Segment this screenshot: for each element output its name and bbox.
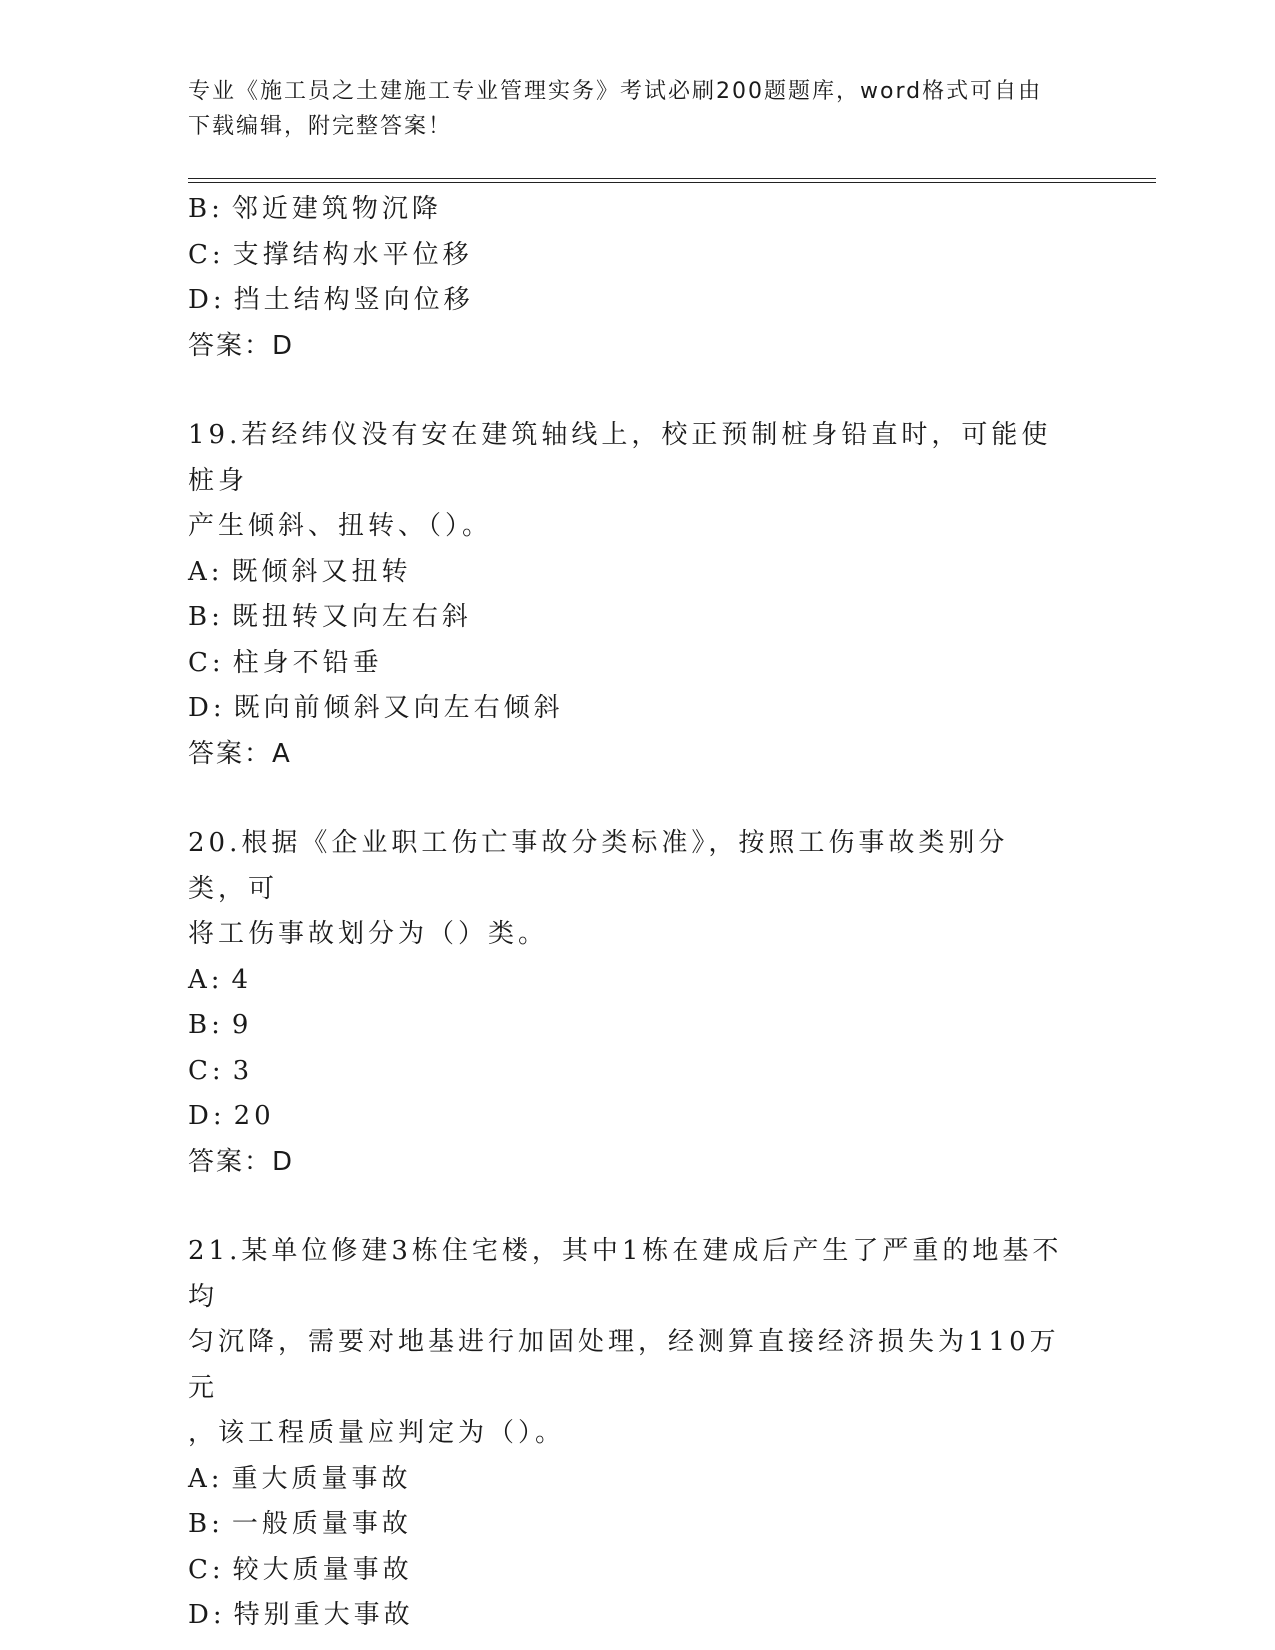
stem-line: 匀沉降，需要对地基进行加固处理，经测算直接经济损失为110万元 (188, 1327, 1060, 1403)
document-header (188, 74, 1068, 144)
question-list (188, 187, 1088, 1639)
option-key: C: (188, 647, 225, 678)
option-b (188, 595, 1088, 641)
question-20 (188, 821, 1088, 1185)
option-key: A: (188, 556, 224, 587)
option-key: B: (188, 194, 224, 224)
option-text: 既向前倾斜又向左右倾斜 (233, 693, 564, 723)
question-stem (188, 413, 1068, 550)
option-c (188, 233, 1088, 279)
option-key: B: (188, 1509, 224, 1539)
option-text: 既扭转又向左右斜 (231, 602, 472, 632)
stem-line: 将工伤事故划分为（）类。 (188, 919, 549, 949)
option-b (188, 1003, 1088, 1049)
option-key: A: (188, 964, 224, 995)
option-key: C: (188, 239, 225, 270)
option-b (188, 1502, 1088, 1548)
option-key: D: (188, 285, 226, 315)
option-key: A: (188, 1463, 224, 1494)
option-key: D: (188, 693, 226, 723)
option-key: C: (188, 1055, 225, 1086)
question-stem (188, 821, 1068, 958)
option-d (188, 1593, 1088, 1639)
option-a (188, 958, 1088, 1004)
option-key: B: (188, 1010, 224, 1040)
spacer (188, 369, 1088, 413)
question-18-tail (188, 187, 1088, 369)
option-text: 柱身不铅垂 (232, 647, 383, 678)
option-c (188, 641, 1088, 687)
answer-line: 答案：D (188, 1146, 295, 1177)
answer-line: 答案：A (188, 738, 292, 769)
option-text: 邻近建筑物沉降 (231, 194, 442, 224)
option-text: 挡土结构竖向位移 (233, 285, 474, 315)
option-key: C: (188, 1554, 225, 1585)
option-text: 20 (233, 1101, 275, 1131)
option-text: 特别重大事故 (233, 1600, 414, 1630)
option-key: D: (188, 1101, 226, 1131)
answer-line: 答案：D (188, 330, 295, 361)
stem-line: 20.根据《企业职工伤亡事故分类标准》，按照工伤事故类别分类，可 (188, 828, 1009, 904)
option-text: 3 (232, 1055, 254, 1086)
header-line-1: 专业《施工员之土建施工专业管理实务》考试必刷200题题库，word格式可自由 (188, 79, 1043, 104)
option-a (188, 1457, 1088, 1503)
option-b (188, 187, 1088, 233)
option-d (188, 1094, 1088, 1140)
option-text: 4 (231, 964, 253, 995)
option-key: D: (188, 1600, 226, 1630)
option-text: 重大质量事故 (231, 1463, 412, 1494)
spacer (188, 1185, 1088, 1229)
spacer (188, 777, 1088, 821)
header-line-2: 下载编辑，附完整答案！ (188, 114, 453, 139)
option-key: B: (188, 602, 224, 632)
option-d (188, 278, 1088, 324)
stem-line: 19.若经纬仪没有安在建筑轴线上，校正预制桩身铅直时，可能使桩身 (188, 420, 1052, 496)
option-text: 一般质量事故 (231, 1509, 412, 1539)
question-19 (188, 413, 1088, 777)
option-text: 既倾斜又扭转 (231, 556, 412, 587)
option-d (188, 686, 1088, 732)
option-a (188, 550, 1088, 596)
header-divider (188, 178, 1156, 183)
option-text: 较大质量事故 (232, 1554, 413, 1585)
stem-line: 21.某单位修建3栋住宅楼，其中1栋在建成后产生了严重的地基不均 (188, 1236, 1063, 1312)
option-text: 9 (231, 1010, 253, 1040)
question-21 (188, 1229, 1088, 1639)
question-stem (188, 1229, 1068, 1457)
option-text: 支撑结构水平位移 (232, 239, 473, 270)
stem-line: 产生倾斜、扭转、（）。 (188, 511, 493, 541)
option-c (188, 1548, 1088, 1594)
stem-line: ，该工程质量应判定为（）。 (188, 1418, 566, 1448)
option-c (188, 1049, 1088, 1095)
